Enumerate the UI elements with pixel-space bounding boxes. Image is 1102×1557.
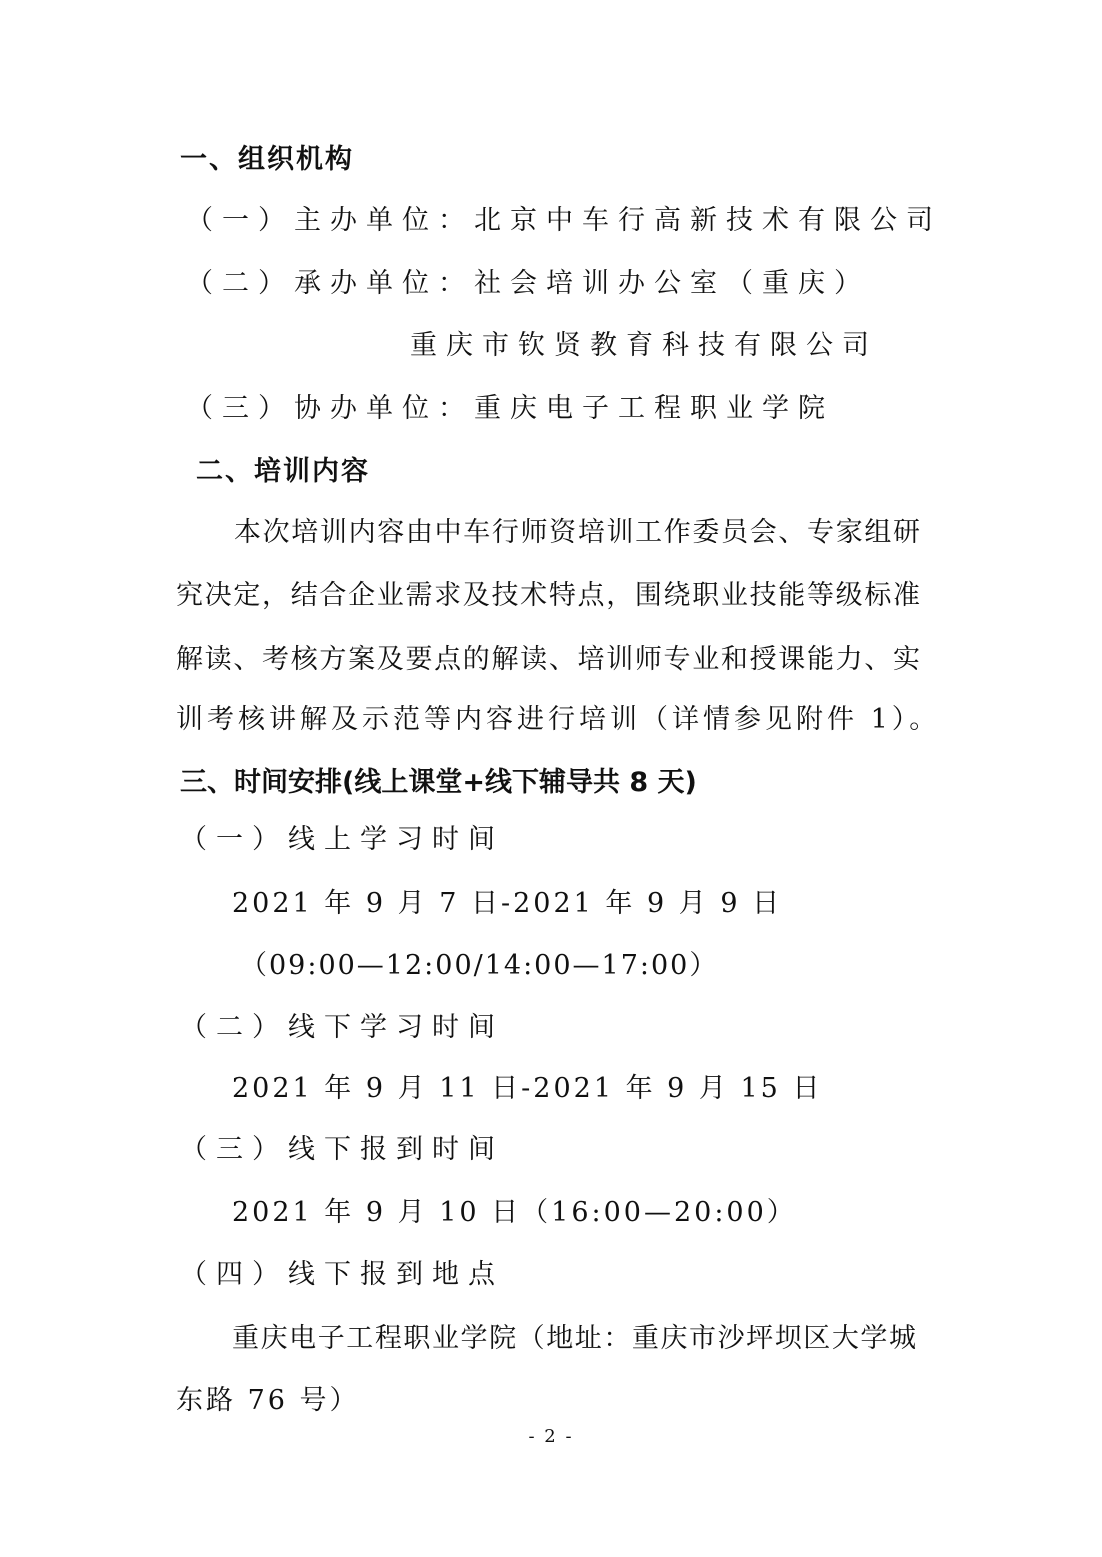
- online-study-dates: 2021 年 9 月 7 日-2021 年 9 月 9 日: [232, 888, 783, 919]
- checkin-time: 2021 年 9 月 10 日（16:00—20:00）: [232, 1197, 797, 1228]
- paragraph-line: 究决定，结合企业需求及技术特点，围绕职业技能等级标准: [176, 580, 920, 611]
- paragraph-line: 本次培训内容由中车行师资培训工作委员会、专家组研: [234, 517, 920, 548]
- paragraph-line: 解读、考核方案及要点的解读、培训师专业和授课能力、实: [176, 644, 920, 675]
- paragraph-line: 训考核讲解及示范等内容进行培训（详情参见附件 1）。: [176, 704, 941, 735]
- offline-study-label: （二）线下学习时间: [180, 1012, 504, 1043]
- page-number: - 2 -: [528, 1426, 574, 1447]
- section-1-title: 一、组织机构: [180, 144, 354, 175]
- checkin-location-address-cont: 东路 76 号）: [176, 1385, 360, 1416]
- organizer-unit-1: （二）承办单位：社会培训办公室（重庆）: [186, 268, 870, 299]
- section-2-title: 二、培训内容: [196, 456, 370, 487]
- online-study-label: （一）线上学习时间: [180, 824, 504, 855]
- checkin-location-label: （四）线下报到地点: [180, 1259, 504, 1290]
- checkin-location-address: 重庆电子工程职业学院（地址：重庆市沙坪坝区大学城: [232, 1323, 916, 1354]
- offline-study-dates: 2021 年 9 月 11 日-2021 年 9 月 15 日: [232, 1073, 823, 1104]
- section-3-title: 三、时间安排(线上课堂+线下辅导共 8 天): [180, 767, 697, 798]
- co-organizer-unit: （三）协办单位：重庆电子工程职业学院: [186, 393, 834, 424]
- host-unit: （一）主办单位：北京中车行高新技术有限公司: [186, 205, 942, 236]
- checkin-time-label: （三）线下报到时间: [180, 1134, 504, 1165]
- organizer-unit-2: 重庆市钦贤教育科技有限公司: [410, 330, 878, 361]
- online-study-hours: （09:00—12:00/14:00—17:00）: [240, 950, 719, 981]
